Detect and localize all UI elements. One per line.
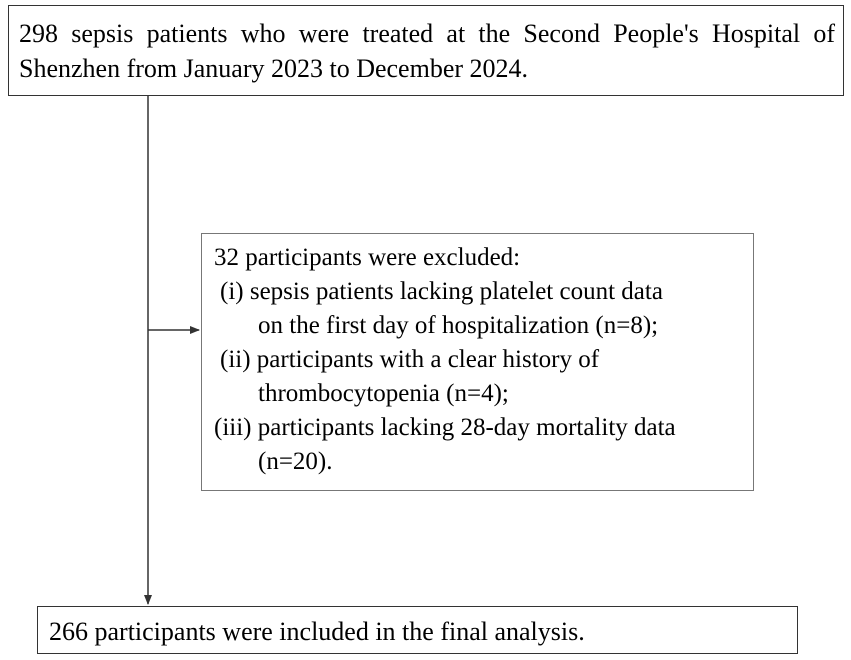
exclusion-criterion-2: (ii) participants with a clear history of [220,346,600,373]
exclusion-criterion-3-cont: (n=20). [258,448,333,475]
exclusion-heading: 32 participants were excluded: [214,244,521,271]
initial-cohort-line-2: Shenzhen from January 2023 to December 2024. [19,54,529,83]
exclusion-criterion-1-cont: on the first day of hospitalization (n=8); [258,312,659,339]
final-analysis-text: 266 participants were included in the final analysis. [49,617,585,646]
exclusion-criterion-3: (iii) participants lacking 28-day mortality data [214,414,676,441]
initial-cohort-line-1: 298 sepsis patients who were treated at the Second People's Hospital of [19,19,835,48]
exclusion-box [201,233,754,491]
exclusion-criterion-2-cont: thrombocytopenia (n=4); [258,380,509,407]
final-analysis-box [37,606,798,654]
exclusion-criterion-1: (i) sepsis patients lacking platelet count data [220,278,663,305]
initial-cohort-box [8,5,844,96]
